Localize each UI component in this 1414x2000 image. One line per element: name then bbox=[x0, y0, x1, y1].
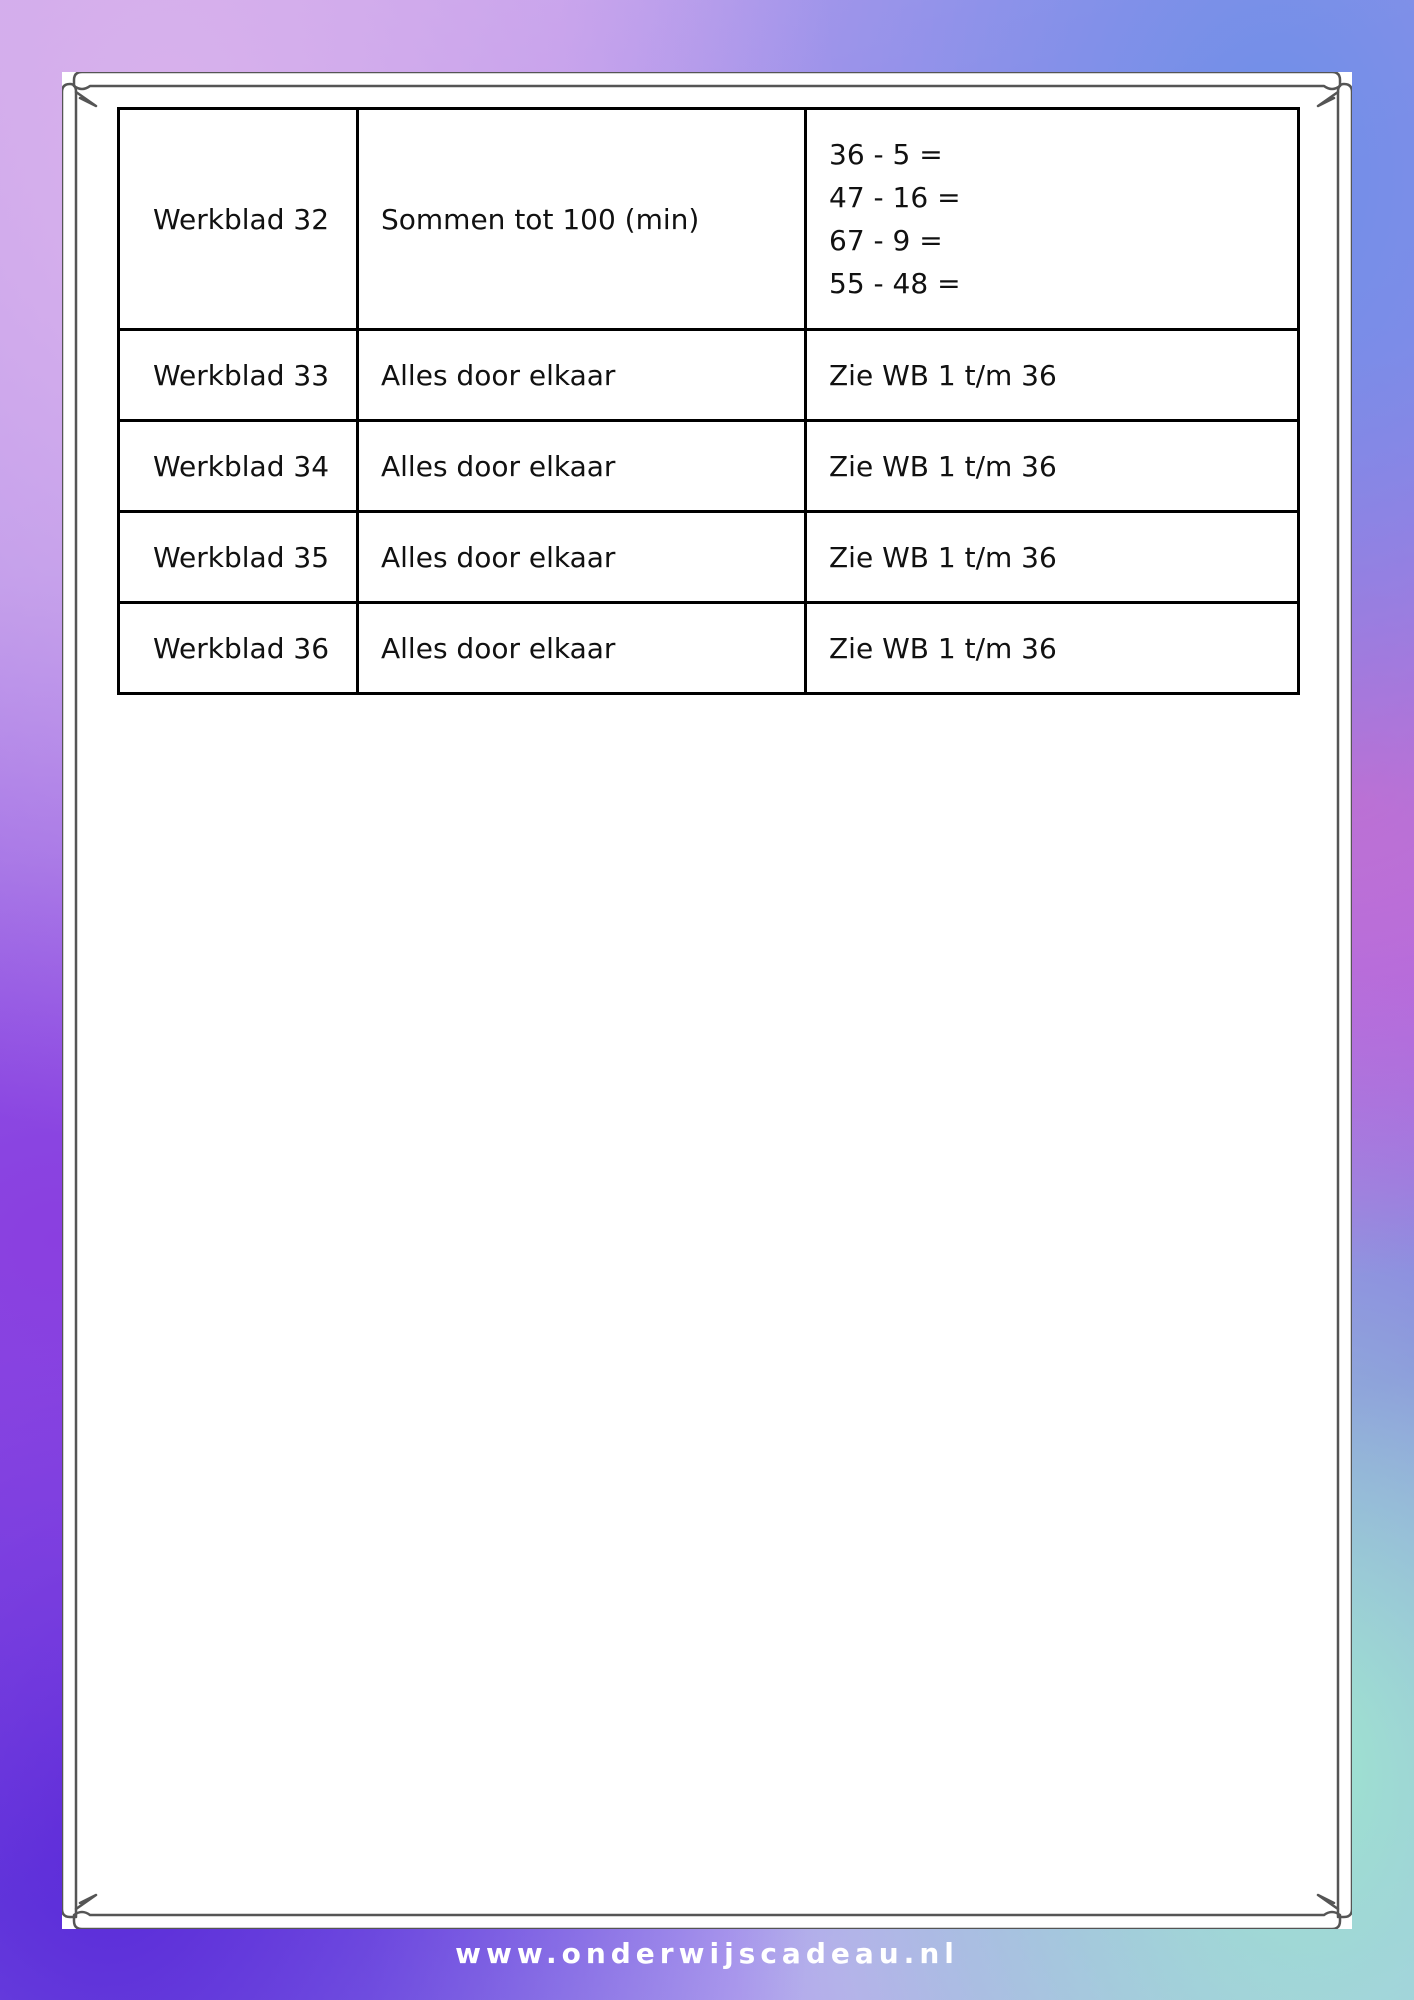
answer-table bbox=[117, 107, 1300, 695]
table-row bbox=[119, 603, 1299, 694]
table-row bbox=[119, 330, 1299, 421]
topic-cell: Sommen tot 100 (min) bbox=[358, 109, 806, 330]
footer-url: www.onderwijscadeau.nl bbox=[455, 1937, 959, 1970]
topic-cell: Alles door elkaar bbox=[358, 421, 806, 512]
topic-cell: Alles door elkaar bbox=[358, 330, 806, 421]
answer-cell: Zie WB 1 t/m 36 bbox=[806, 421, 1299, 512]
table-row bbox=[119, 512, 1299, 603]
topic-cell: Alles door elkaar bbox=[358, 512, 806, 603]
answer-line: 36 - 5 = bbox=[829, 138, 943, 171]
sheet-cell: Werkblad 35 bbox=[119, 512, 358, 603]
worksheet-page bbox=[62, 72, 1352, 1929]
sheet-cell: Werkblad 32 bbox=[119, 109, 358, 330]
answer-line: 47 - 16 = bbox=[829, 181, 961, 214]
answer-cell: Zie WB 1 t/m 36 bbox=[806, 330, 1299, 421]
sheet-cell: Werkblad 36 bbox=[119, 603, 358, 694]
table-row bbox=[119, 421, 1299, 512]
answer-cell: Zie WB 1 t/m 36 bbox=[806, 512, 1299, 603]
sheet-cell: Werkblad 34 bbox=[119, 421, 358, 512]
answer-line: 55 - 48 = bbox=[829, 267, 961, 300]
topic-cell: Alles door elkaar bbox=[358, 603, 806, 694]
table-row bbox=[119, 109, 1299, 330]
answer-cell bbox=[806, 109, 1299, 330]
answer-cell: Zie WB 1 t/m 36 bbox=[806, 603, 1299, 694]
answer-line: 67 - 9 = bbox=[829, 224, 943, 257]
sheet-cell: Werkblad 33 bbox=[119, 330, 358, 421]
